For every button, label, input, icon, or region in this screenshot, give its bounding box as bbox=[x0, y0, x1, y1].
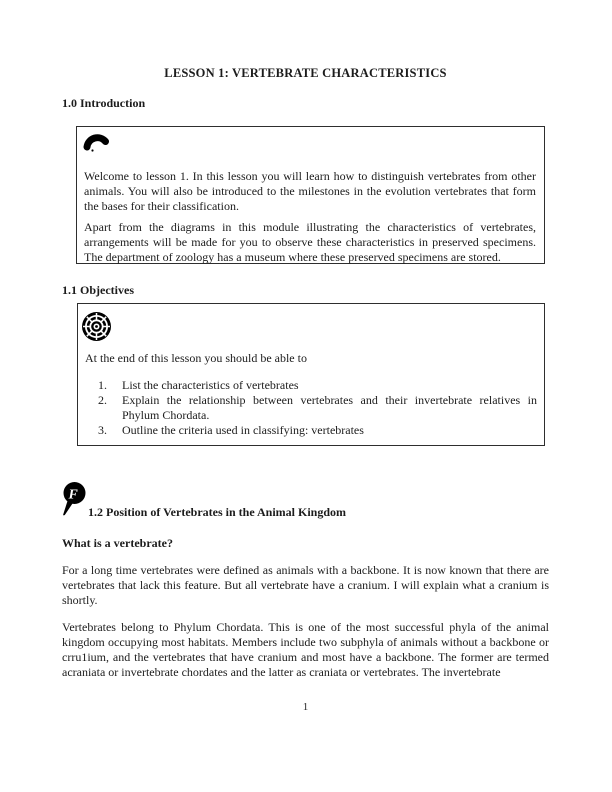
objective-item bbox=[85, 393, 537, 423]
heading-objectives: 1.1 Objectives bbox=[62, 283, 134, 297]
objective-item bbox=[85, 378, 537, 393]
objectives-lead: At the end of this lesson you should be able to bbox=[85, 351, 307, 365]
heading-position: 1.2 Position of Vertebrates in the Animal Kingdom bbox=[88, 505, 347, 519]
target-icon bbox=[81, 311, 112, 342]
objective-text: Outline the criteria used in classifying: vertebrates bbox=[122, 423, 364, 437]
body-paragraph-2: Vertebrates belong to Phylum Chordata. This is one of the most successful phyla of the animal kingdom occupying most habitats. Members include two subphyla of animals without a backbone or crru1ium, and the vertebrates that have cranium and most have a backbone. The former are termed acraniata or invertebrate chordates and the latter as craniata or vertebrates. The invertebrate bbox=[62, 620, 549, 679]
body-paragraph-1: For a long time vertebrates were defined as animals with a backbone. It is now known that there are vertebrates that lack this feature. But all vertebrate have a cranium. I will explain what a cranium is shortly. bbox=[62, 563, 549, 607]
objective-text: List the characteristics of vertebrates bbox=[122, 378, 299, 392]
writing-hand-icon bbox=[62, 482, 86, 517]
objective-number: 2. bbox=[98, 393, 107, 407]
introduction-box bbox=[76, 126, 545, 264]
heading-introduction: 1.0 Introduction bbox=[62, 96, 146, 110]
intro-paragraph-1: Welcome to lesson 1. In this lesson you will learn how to distinguish vertebrates from other animals. You will also be introduced to the milestones in the evolution vertebrates that form the bases for their classification. bbox=[84, 169, 536, 213]
page-number: 1 bbox=[302, 701, 309, 713]
objective-item bbox=[85, 423, 537, 438]
objectives-list bbox=[85, 378, 537, 438]
objective-number: 1. bbox=[98, 378, 107, 392]
svg-text:F: F bbox=[68, 487, 78, 503]
objective-number: 3. bbox=[98, 423, 107, 437]
heading-what-is-a-vertebrate: What is a vertebrate? bbox=[62, 536, 173, 550]
intro-paragraph-2: Apart from the diagrams in this module illustrating the characteristics of vertebrates, arrangements will be made for you to observe these characteristics in preserved specimens. The department of zoology has a museum where these preserved specimens are stored. bbox=[84, 220, 536, 264]
objective-text: Explain the relationship between vertebrates and their invertebrate relatives in Phylum Chordata. bbox=[122, 393, 537, 422]
telephone-handset-icon bbox=[83, 129, 110, 153]
objectives-box bbox=[77, 303, 545, 446]
page-title: LESSON 1: VERTEBRATE CHARACTERISTICS bbox=[164, 66, 447, 80]
